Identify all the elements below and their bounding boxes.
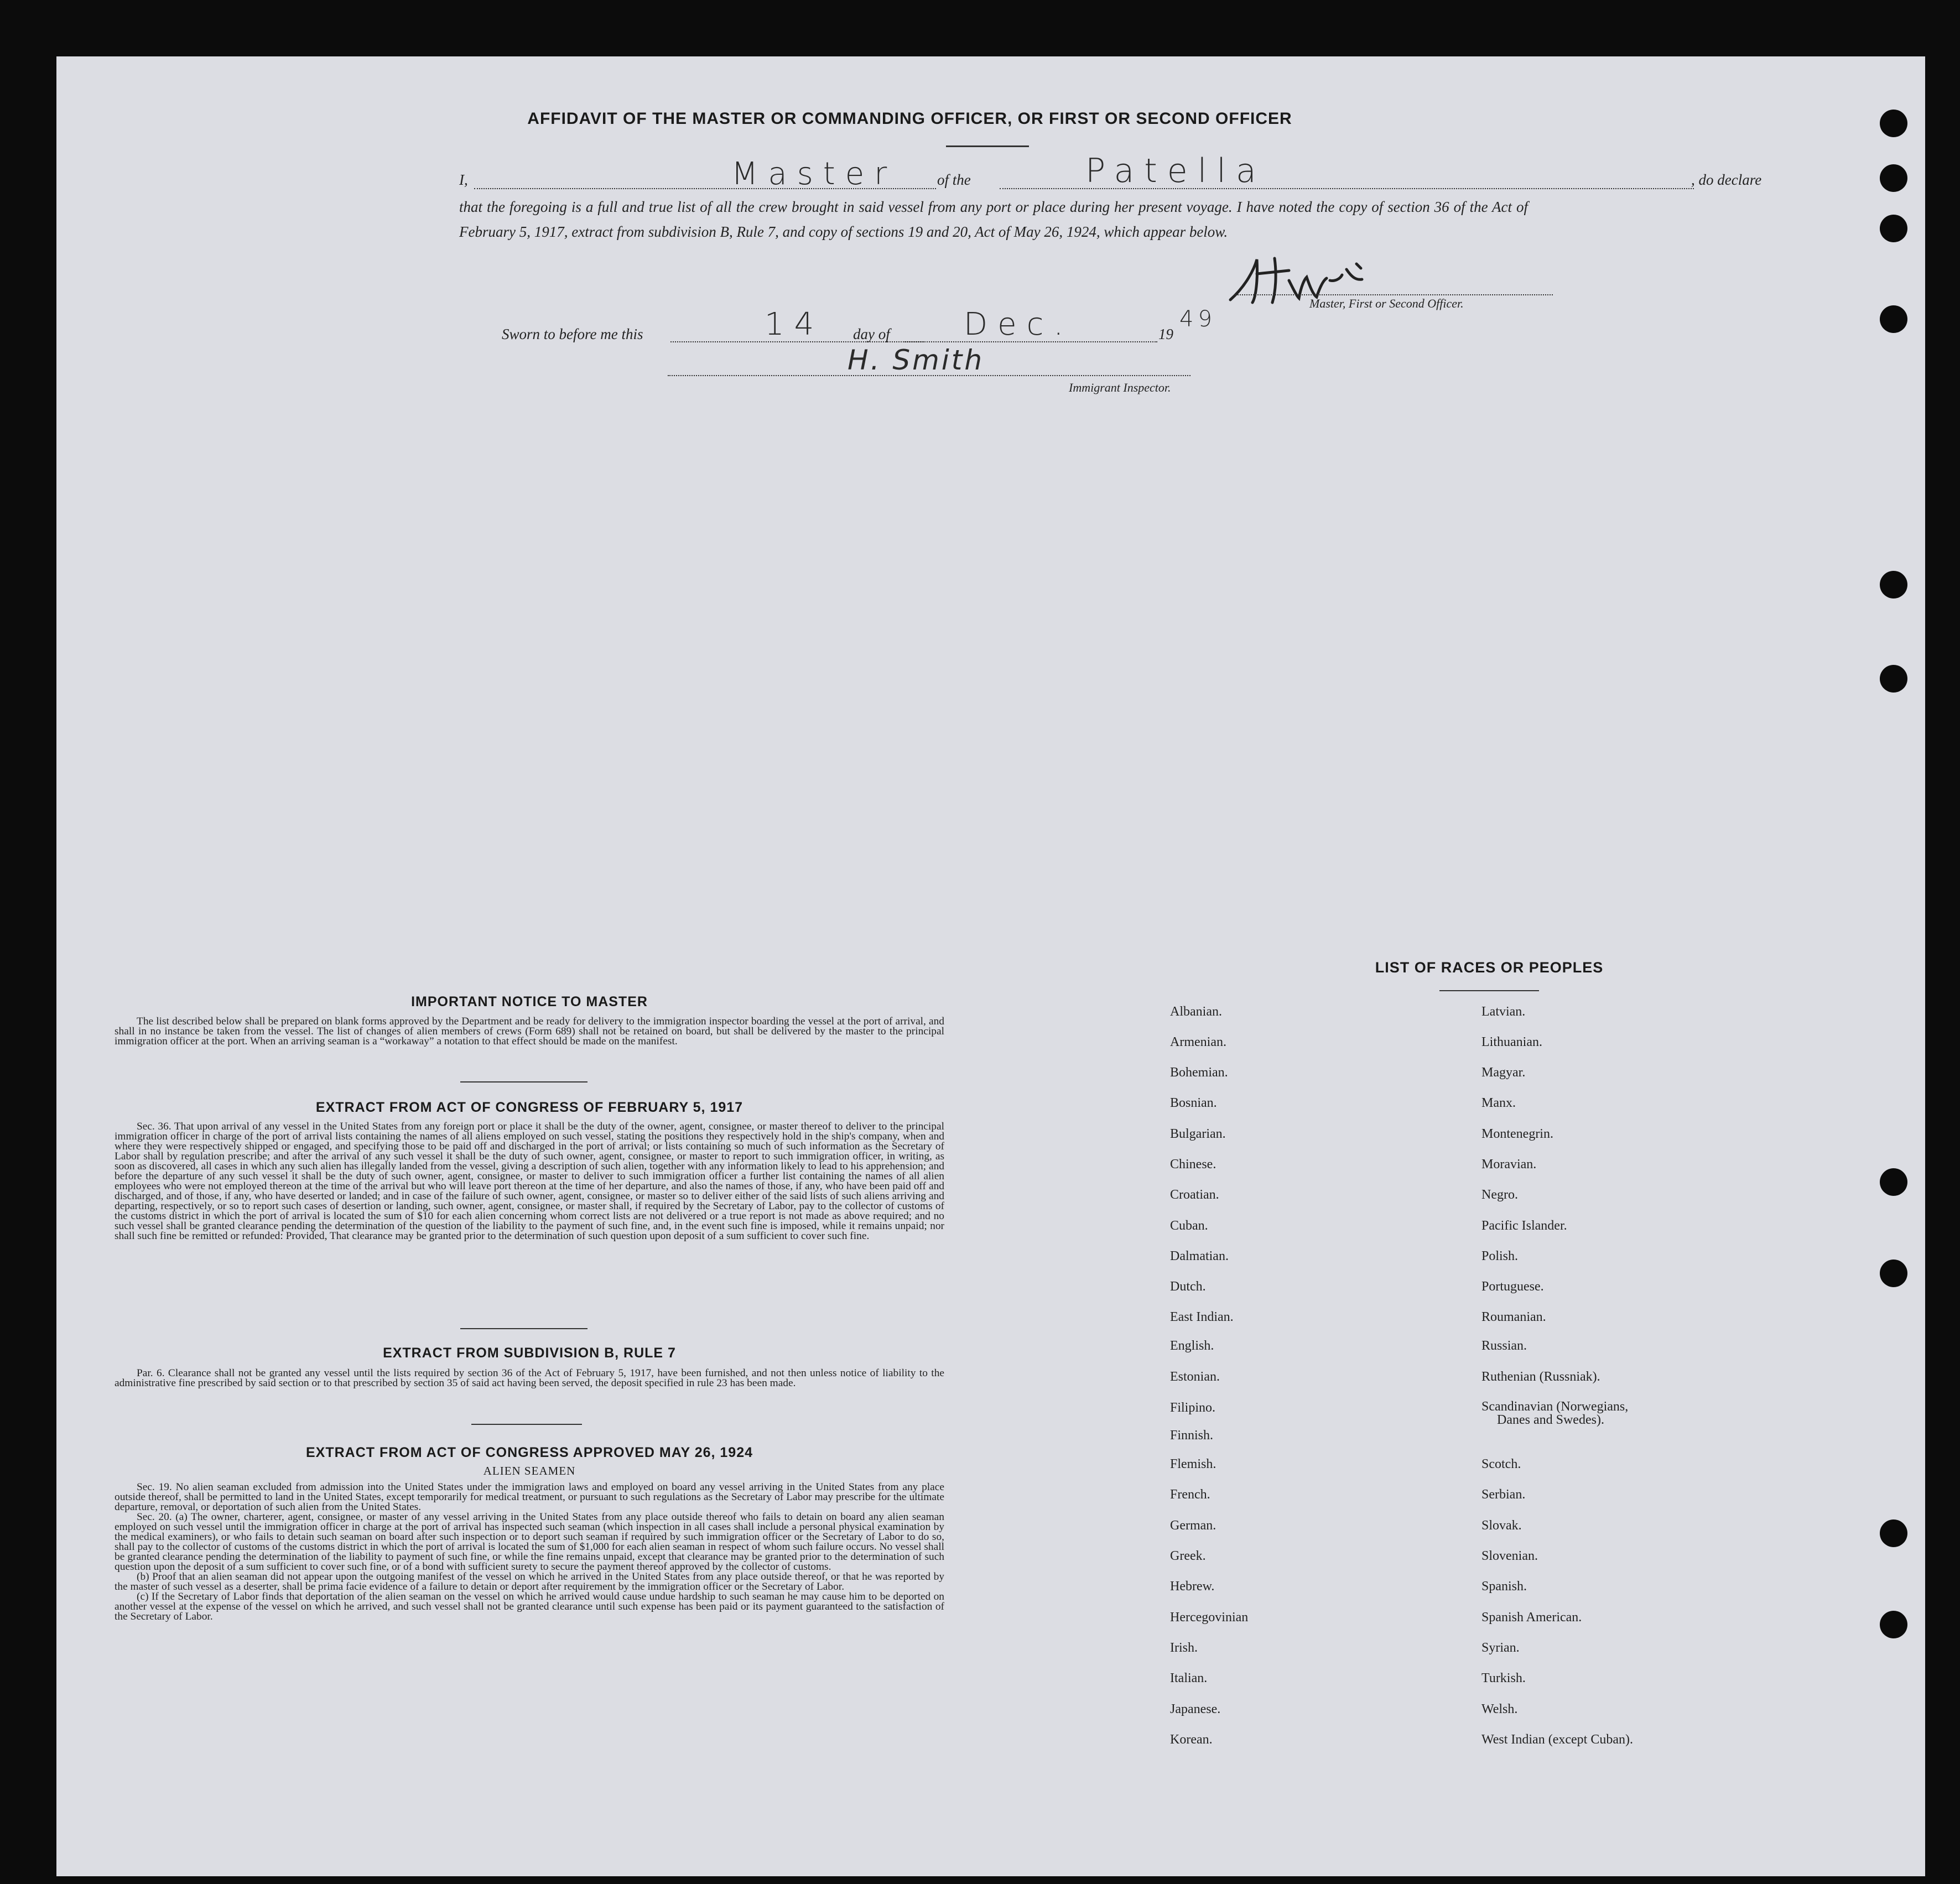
- race-item: Latvian.: [1481, 1005, 1526, 1019]
- sec-20c-paragraph: (c) If the Secretary of Labor finds that deportation of the alien seaman on the vessel on which he arrived would cause undue hardship to such seaman he may cause him to be deported on another vessel at the expense of the vessel on which he arrived, and such vessel shall not be granted clearance until such expense has been paid or its payment guaranteed to the satisfaction of the Secretary of Labor.: [115, 1591, 944, 1622]
- month-handwritten: Dec.: [964, 306, 1074, 342]
- race-item: Danes and Swedes).: [1497, 1413, 1604, 1427]
- race-item: French.: [1170, 1487, 1210, 1502]
- important-notice-paragraph: The list described below shall be prepared on blank forms approved by the Department and be ready for delivery to the immigration inspector boarding the vessel at the port of arrival, and shall in no instance be taken from the vessel. The list of changes of alien members of crews (Form 689) shall not be retained on board, but shall be delivered by the master to the principal immigration officer at the port. When an arriving seaman is a “workaway” a notation to that effect should be made on the manifest.: [115, 1016, 944, 1047]
- act-1917-title: EXTRACT FROM ACT OF CONGRESS OF FEBRUARY 5, 1917: [315, 1100, 744, 1115]
- race-item: Dalmatian.: [1170, 1249, 1229, 1263]
- declaration-lead: I,: [459, 171, 468, 188]
- day-handwritten: 14: [765, 306, 824, 342]
- race-item: Hercegovinian: [1170, 1610, 1249, 1625]
- race-item: Polish.: [1481, 1249, 1519, 1263]
- act-1924-title: EXTRACT FROM ACT OF CONGRESS APPROVED MAY 26, 1924: [305, 1445, 753, 1460]
- sec-36-paragraph: Sec. 36. That upon arrival of any vessel in the United States from any foreign port or place it shall be the duty of the owner, agent, consignee, or master thereof to deliver to the principal immigration officer in charge of the port of arrival lists containing the names of all aliens employed on such vessel, stating the positions they respectively hold in the ship's company, when and where they were respectively shipped or engaged, and specifying those to be paid off and discharged in the port of arrival; or lists containing so much of such information as the Secretary of Labor shall by regulation prescribe; and after the arrival of any such vessel it shall be the duty of such owner, agent, consignee, or master to report to such immigration officer, in writing, as soon as discovered, all cases in which any such alien has illegally landed from the vessel, giving a description of such alien, together with any information likely to lead to his apprehension; and before the departure of any such vessel it shall be the duty of such owner, agent, consignee, or master to deliver to such immigration officer a further list containing the names of all alien employees who were not employed thereon at the time of the arrival but who will leave port thereon at the time of her departure, and also the names of those, if any, who have been paid off and discharged, and of those, if any, who have deserted or landed; and in case of the failure of such owner, agent, consignee, or master so to deliver either of the said lists of such aliens arriving and departing, respectively, or so to report such cases of desertion or landing, such owner, agent, consignee, or master shall, if required by the Secretary of Labor, pay to the collector of customs of the customs district in which the port of arrival is located the sum of $10 for each alien concerning whom correct lists are not delivered or a true report is not made as above required; and no such vessel shall be granted clearance pending the determination of the question of the liability to the payment of such fine, and, in the event such fine is imposed, while it remains unpaid; nor shall such fine be remitted or refunded: Provided, That clearance may be granted prior to the determination of such question upon deposit of a sum sufficient to cover such fine.: [115, 1121, 944, 1242]
- signature-caption: Master, First or Second Officer.: [1309, 296, 1464, 310]
- race-item: Moravian.: [1481, 1157, 1537, 1172]
- sec-20b-paragraph: (b) Proof that an alien seaman did not appear upon the outgoing manifest of the vessel on which he arrived in the United States from any place outside thereof, or that he was reported by the master of such vessel as a deserter, shall be prima facie evidence of a failure to detain or deport after requirement by the immigration officer or the Secretary of Labor.: [115, 1571, 944, 1592]
- punch-hole: [1880, 1260, 1907, 1287]
- race-item: Greek.: [1170, 1549, 1206, 1563]
- races-title: LIST OF RACES OR PEOPLES: [1375, 959, 1604, 976]
- title-divider: [946, 145, 1029, 147]
- race-item: Roumanian.: [1481, 1310, 1546, 1324]
- signature-line: [1235, 294, 1553, 295]
- divider: [460, 1328, 588, 1329]
- year-handwritten: 49: [1179, 306, 1216, 332]
- race-item: Welsh.: [1481, 1702, 1518, 1716]
- race-item: Bosnian.: [1170, 1096, 1217, 1110]
- race-item: Bohemian.: [1170, 1065, 1228, 1080]
- race-item: Albanian.: [1170, 1005, 1222, 1019]
- divider: [460, 1081, 588, 1082]
- race-item: Slovak.: [1481, 1518, 1522, 1533]
- race-item: Irish.: [1170, 1641, 1198, 1655]
- race-item: Montenegrin.: [1481, 1127, 1553, 1141]
- act-1924-text: [115, 1482, 944, 1622]
- vessel-name-handwritten: Patella: [1085, 152, 1266, 190]
- race-item: Croatian.: [1170, 1188, 1219, 1202]
- punch-hole: [1880, 1611, 1907, 1638]
- rule-7-text: [115, 1368, 944, 1388]
- race-item: Pacific Islander.: [1481, 1219, 1567, 1233]
- of-the-label: of the: [937, 171, 971, 188]
- race-item: Armenian.: [1170, 1035, 1226, 1049]
- race-item: Flemish.: [1170, 1457, 1216, 1471]
- do-declare-label: , do declare: [1691, 171, 1762, 188]
- punch-hole: [1880, 665, 1907, 693]
- race-item: Scandinavian (Norwegians,: [1481, 1399, 1629, 1414]
- race-item: Lithuanian.: [1481, 1035, 1542, 1049]
- year-prefix: 19: [1158, 326, 1173, 342]
- inspector-line: [668, 375, 1190, 376]
- act-1917-text: [115, 1122, 944, 1241]
- punch-hole: [1880, 1168, 1907, 1196]
- divider: [471, 1424, 582, 1425]
- race-item: Negro.: [1481, 1188, 1518, 1202]
- important-notice-text: [115, 1017, 944, 1054]
- race-item: Finnish.: [1170, 1428, 1214, 1443]
- race-item: Chinese.: [1170, 1157, 1216, 1172]
- rank-handwritten: Master: [731, 156, 897, 192]
- race-item: German.: [1170, 1518, 1216, 1533]
- race-item: Russian.: [1481, 1339, 1527, 1353]
- race-item: Scotch.: [1481, 1457, 1521, 1471]
- race-item: East Indian.: [1170, 1310, 1234, 1324]
- divider: [1439, 990, 1539, 991]
- rule-7-title: EXTRACT FROM SUBDIVISION B, RULE 7: [383, 1345, 676, 1361]
- race-item: Korean.: [1170, 1732, 1213, 1747]
- important-notice-title: IMPORTANT NOTICE TO MASTER: [411, 994, 648, 1009]
- inspector-signature: H. Smith: [848, 344, 985, 376]
- race-item: Slovenian.: [1481, 1549, 1538, 1563]
- race-item: Bulgarian.: [1170, 1127, 1226, 1141]
- race-item: Dutch.: [1170, 1279, 1206, 1294]
- par-6-paragraph: Par. 6. Clearance shall not be granted any vessel until the lists required by section 36 of the Act of February 5, 1917, have been furnished, and not then unless notice of liability to the administrative fine prescribed by said section or to that prescribed by section 35 of said act having been served, the deposit specified in rule 23 has been made.: [115, 1367, 944, 1389]
- sworn-label: Sworn to before me this: [502, 326, 643, 342]
- race-item: Hebrew.: [1170, 1579, 1215, 1594]
- punch-hole: [1880, 1519, 1907, 1547]
- race-item: Ruthenian (Russniak).: [1481, 1370, 1600, 1384]
- document-page: [56, 56, 1925, 1876]
- race-item: Japanese.: [1170, 1702, 1221, 1716]
- sec-20a-paragraph: Sec. 20. (a) The owner, charterer, agent, consignee, or master of any vessel arriving in the United States from any place outside thereof who fails to detain on board any alien seaman employed on such vessel until the immigration officer in charge at the port of arrival has inspected such seaman (which inspection in all cases shall include a personal physical examination by the medical examiners), or who fails to detain such seaman on board after such inspection or to deport such seaman if required by such immigration officer or the Secretary of Labor to do so, shall pay to the collector of customs of the customs district in which the port of arrival is located the sum of $1,000 for each alien seaman in respect of whom such failure occurs. No vessel shall be granted clearance pending the determination of the liability to payment of such fine, or while the fine remains unpaid, except that clearance may be granted prior to the determination of such question upon the deposit of a sum sufficient to cover such fine, or of a bond with sufficient surety to secure the payment thereof approved by the collector of customs.: [115, 1511, 944, 1573]
- race-item: Serbian.: [1481, 1487, 1526, 1502]
- race-item: Portuguese.: [1481, 1279, 1544, 1294]
- punch-hole: [1880, 110, 1907, 137]
- punch-hole: [1880, 571, 1907, 598]
- race-item: Magyar.: [1481, 1065, 1526, 1080]
- sec-19-paragraph: Sec. 19. No alien seaman excluded from admission into the United States under the immigration laws and employed on board any vessel arriving in the United States from any place outside thereof, shall be permitted to land in the United States, except temporarily for medical treatment, or pursuant to such regulations as the Secretary of Labor may prescribe for the ultimate departure, removal, or deportation of such alien from the United States.: [115, 1481, 944, 1513]
- race-item: English.: [1170, 1339, 1214, 1353]
- day-of-label: day of: [853, 326, 890, 342]
- punch-hole: [1880, 215, 1907, 242]
- race-item: Syrian.: [1481, 1641, 1520, 1655]
- declaration-body: that the foregoing is a full and true list of all the crew brought in said vessel from any port or place during her present voyage. I have noted the copy of section 36 of the Act of February 5, 1917, extract from subdivision B, Rule 7, and copy of sections 19 and 20, Act of May 26, 1924, which appear below.: [459, 199, 1528, 240]
- race-item: Estonian.: [1170, 1370, 1220, 1384]
- affidavit-title: AFFIDAVIT OF THE MASTER OR COMMANDING OFFICER, OR FIRST OR SECOND OFFICER: [527, 110, 1292, 128]
- race-item: Turkish.: [1481, 1671, 1526, 1685]
- race-item: Spanish.: [1481, 1579, 1527, 1594]
- race-item: Italian.: [1170, 1671, 1208, 1685]
- race-item: Filipino.: [1170, 1401, 1216, 1415]
- alien-seamen-subtitle: ALIEN SEAMEN: [483, 1464, 576, 1477]
- race-item: Manx.: [1481, 1096, 1516, 1110]
- inspector-caption: Immigrant Inspector.: [1069, 381, 1171, 394]
- race-item: Spanish American.: [1481, 1610, 1582, 1625]
- race-item: West Indian (except Cuban).: [1481, 1732, 1633, 1747]
- punch-hole: [1880, 305, 1907, 333]
- race-item: Cuban.: [1170, 1219, 1208, 1233]
- punch-hole: [1880, 164, 1907, 192]
